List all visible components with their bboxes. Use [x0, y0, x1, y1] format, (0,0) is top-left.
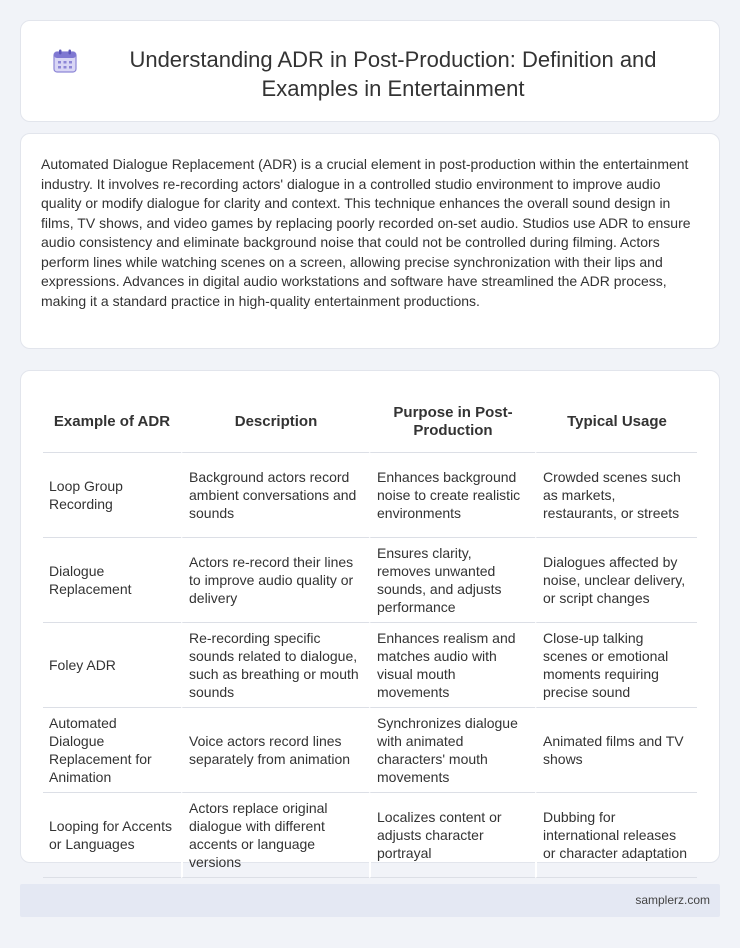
intro-paragraph: Automated Dialogue Replacement (ADR) is a crucial element in post-production within the entertainment industry. It involves re-recording actors' dialogue in a controlled studio environment to improve audio quality or modify dialogue for clarity and context. This technique enhances the overall sound design in films, TV shows, and video games by replacing poorly recorded on-set audio. Studios use ADR to ensure audio consistency and eliminate background noise that could not be controlled during filming. Actors perform lines while watching scenes on a screen, allowing precise synchronization with their lips and expressions. Advances in digital audio workstations and software have streamlined the ADR process, making it a standard practice in high-quality entertainment productions. [41, 156, 691, 309]
table-row [43, 538, 697, 623]
table-row [43, 623, 697, 708]
cell-purpose: Ensures clarity, removes unwanted sounds, and adjusts performance [369, 538, 535, 623]
cell-purpose: Synchronizes dialogue with animated characters' mouth movements [369, 708, 535, 793]
cell-usage: Animated films and TV shows [535, 708, 697, 793]
table-row [43, 793, 697, 878]
cell-description: Background actors record ambient conversations and sounds [181, 453, 369, 538]
cell-usage: Close-up talking scenes or emotional moments requiring precise sound [535, 623, 697, 708]
cell-purpose: Enhances background noise to create realistic environments [369, 453, 535, 538]
column-header-usage: Typical Usage [535, 391, 697, 453]
title-card [20, 20, 720, 122]
cell-description: Actors re-record their lines to improve audio quality or delivery [181, 538, 369, 623]
cell-example: Automated Dialogue Replacement for Animation [43, 708, 181, 793]
calendar-icon [51, 47, 79, 75]
cell-usage: Dubbing for international releases or character adaptation [535, 793, 697, 878]
footer-bar [20, 884, 720, 917]
cell-description: Voice actors record lines separately from animation [181, 708, 369, 793]
cell-purpose: Localizes content or adjusts character portrayal [369, 793, 535, 878]
footer-site-link[interactable]: samplerz.com [635, 893, 710, 907]
page-title: Understanding ADR in Post-Production: Definition and Examples in Entertainment [129, 47, 657, 101]
column-header-example: Example of ADR [43, 391, 181, 453]
cell-purpose: Enhances realism and matches audio with visual mouth movements [369, 623, 535, 708]
column-header-purpose: Purpose in Post-Production [369, 391, 535, 453]
intro-card [20, 133, 720, 349]
cell-description: Actors replace original dialogue with different accents or language versions [181, 793, 369, 878]
adr-examples-table [43, 391, 697, 878]
column-header-description: Description [181, 391, 369, 453]
cell-example: Looping for Accents or Languages [43, 793, 181, 878]
title-row [21, 21, 719, 103]
cell-description: Re-recording specific sounds related to dialogue, such as breathing or mouth sounds [181, 623, 369, 708]
table-row [43, 453, 697, 538]
table-header-row [43, 391, 697, 453]
cell-usage: Dialogues affected by noise, unclear delivery, or script changes [535, 538, 697, 623]
cell-example: Loop Group Recording [43, 453, 181, 538]
cell-usage: Crowded scenes such as markets, restaurants, or streets [535, 453, 697, 538]
cell-example: Dialogue Replacement [43, 538, 181, 623]
table-card [20, 370, 720, 870]
table-row [43, 708, 697, 793]
cell-example: Foley ADR [43, 623, 181, 708]
